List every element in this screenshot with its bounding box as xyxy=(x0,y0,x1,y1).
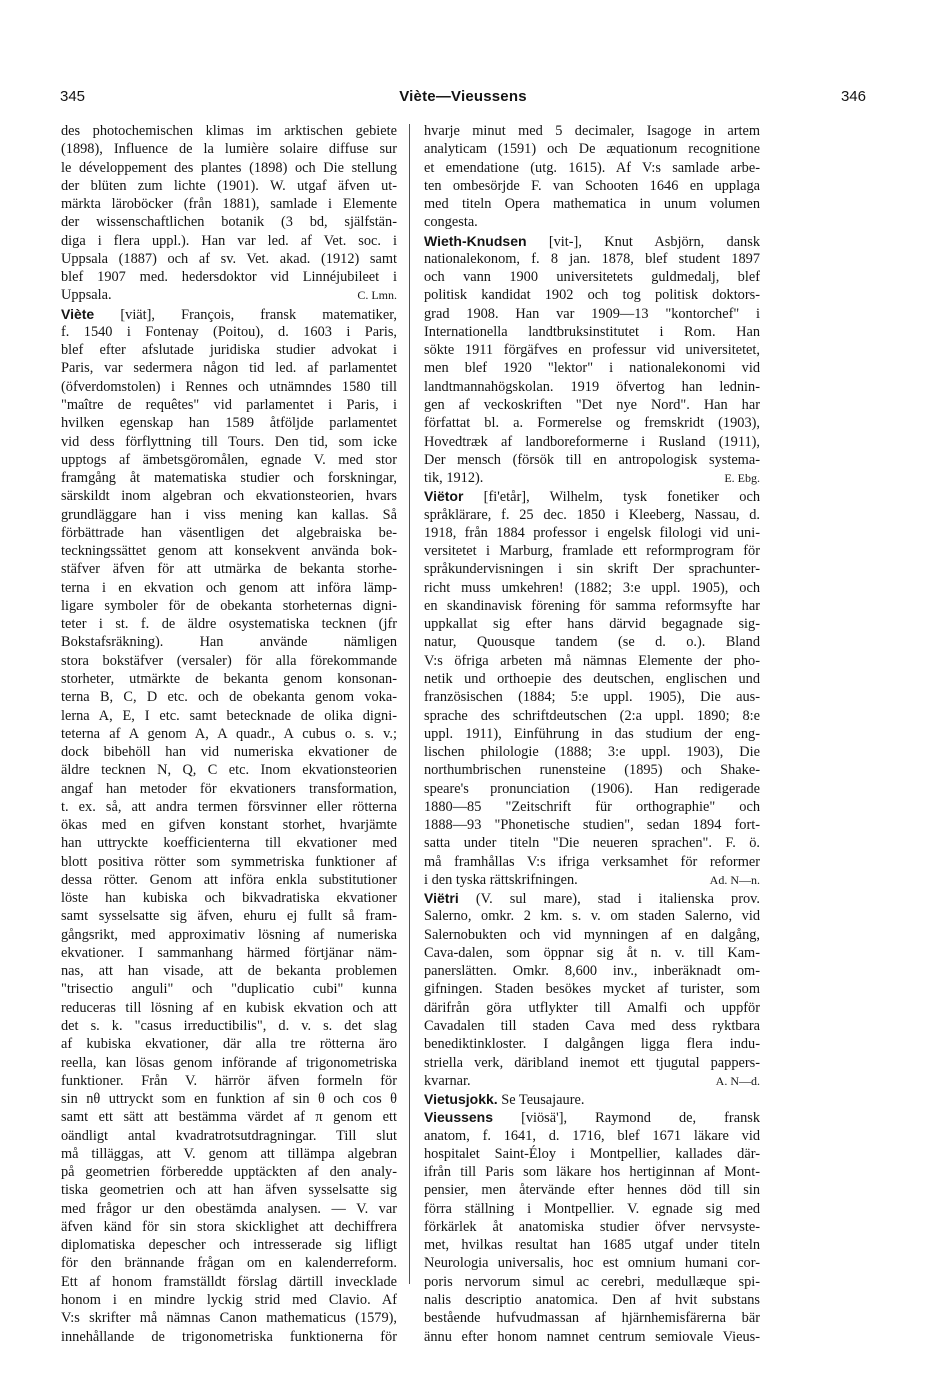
text-line: samt ett sätt att bestämma värdet af π genom ett xyxy=(61,1109,397,1126)
entry-headword: Viète xyxy=(61,305,95,322)
text-line: med frågor ur den obestämda analysen. — V. var xyxy=(61,1200,397,1217)
text-line: Cavadalen till staden Cava med dess ryktbara xyxy=(424,1018,760,1035)
text-line: nalis descriptio anatomica. Den af hvit substans xyxy=(424,1292,760,1308)
text-line: Cava-dalen, som öppnar sig åt n. v. till Kam- xyxy=(424,944,760,961)
text-line: sökte 1911 förgäfves en professur vid universitetet, xyxy=(424,342,760,359)
text-line: (öfverdomstolen) i Rennes och utnämndes 1580 till xyxy=(61,378,397,395)
text-line: uppl. 1911), Einführung in das studium der eng- xyxy=(424,725,760,742)
text-line: ten ombesörjde F. van Schooten 1646 en upplaga xyxy=(424,177,760,194)
text-line: "maître de requêtes" vid parlamentet i Paris, i xyxy=(61,396,397,413)
text-line: Neurologia universalis, hoc est omnium humani cor- xyxy=(424,1255,760,1272)
text-line: dessa rötter. Genom att införa enkla substitutioner xyxy=(61,871,397,888)
text-line: Uppsala (1887) och af sv. Vet. akad. (1912) samt xyxy=(61,250,397,267)
text-line: terna B, C, D etc. och de obekanta genom voka- xyxy=(61,689,397,706)
text-line: Salerno, omkr. 2 km. s. v. om staden Salerno, vid xyxy=(424,908,760,925)
text-line: Wieth-Knudsen [vit-], Knut Asbjörn, dansk xyxy=(424,232,760,250)
text-line: må framhållas V:s ifriga verksamhet för reformer xyxy=(424,853,760,870)
text-line: gifningen. Staden besökes mycket af turister, som xyxy=(424,981,760,998)
text-line: med titeln Opera mathematica in unum volumen xyxy=(424,196,760,213)
text-line: stora bokstäfver (versaler) för alla förekommande xyxy=(61,652,397,669)
text-line: ifrån till Paris som läkare hos hertiginnan af Mont- xyxy=(424,1164,760,1181)
entry-headword: Viëtri xyxy=(424,890,459,907)
text-line: därifrån göra utflykter till Amalfi och uppför xyxy=(424,999,760,1016)
text-line: samt sysselsatte sig äfven, ehuru ej fullt så fram- xyxy=(61,908,397,925)
text-line: der blüten zum lichte (1901). W. utgaf äfven ut- xyxy=(61,177,397,194)
text-line: teckningssättet genom att konsekvent använda bok- xyxy=(61,543,397,560)
text-line: gångsrikt, med approximativ lösning af numeriska xyxy=(61,926,397,943)
entry-headword: Wieth-Knudsen xyxy=(424,232,527,249)
author-signature: Ad. N—n. xyxy=(709,872,760,887)
text-line: lischen philologie (1888; 3:e uppl. 1903), Die xyxy=(424,744,760,761)
text-line: 1888—93 "Phonetische studien", sedan 1894 fort- xyxy=(424,817,760,834)
column-divider xyxy=(409,124,410,1284)
text-line: Paris, var sedermera någon tid led. af parlamentet xyxy=(61,360,397,377)
text-line: blott positiva rötter som symmetriska funktioner af xyxy=(61,853,397,870)
text-line: satta under titeln "Die neueren sprachen". F. ö. xyxy=(424,835,760,852)
text-line: lerna A, E, I etc. samt betecknade de olika digni- xyxy=(61,707,397,724)
text-line: V:s skrifter må nämnas Canon mathematicus (1579), xyxy=(61,1310,397,1327)
text-line: teter i st. f. de äldre osystematiska tecknen (jfr xyxy=(61,616,397,633)
author-signature: A. N—d. xyxy=(715,1073,760,1088)
text-line: språkundervisningen i sin skrift Der sprachunter- xyxy=(424,561,760,578)
text-line: striella verk, däribland inemot ett tjugutal pappers- xyxy=(424,1054,760,1071)
page-header xyxy=(60,88,866,114)
text-line: Internationella landtbruksinstitutet i Rom. Han xyxy=(424,323,760,340)
text-line: särskildt inom algebran och ekvationsteorien, hvars xyxy=(61,488,397,505)
text-line: sprache des schriftdeutschen (2:a uppl. 1890; 8:e xyxy=(424,707,760,724)
text-line: diga i flera uppl.). Han var led. af Vet. soc. i xyxy=(61,232,397,249)
text-line: anatom, f. 1641, d. 1716, blef 1671 läkare vid xyxy=(424,1127,760,1144)
text-line: framgång åt matematiska studier och forskningar, xyxy=(61,470,397,487)
text-line: förra ställning i Montpellier. V. egnade sig med xyxy=(424,1200,760,1217)
text-line: förbättrade han väsentligen det algebraiska be- xyxy=(61,524,397,541)
text-line: V:s öfriga arbeten må nämnas Elemente der pho- xyxy=(424,652,760,669)
text-line: französischen (1884; 5:e uppl. 1905), Die aus- xyxy=(424,689,760,706)
text-line: gen af veckoskriften "Det nye Nord". Han har xyxy=(424,396,760,413)
page-number-left: 345 xyxy=(60,88,86,105)
text-line: met, hvilkas resultat han 1685 utgaf under titeln xyxy=(424,1237,760,1254)
text-line: "trisectio anguli" och "duplicatio cubi" kunna xyxy=(61,981,397,998)
text-line: må tilläggas, att V. genom att tillämpa algebran xyxy=(61,1145,397,1162)
text-line: terna i en ekvation och genom att införa lämp- xyxy=(61,579,397,596)
text-line: han uttryckte koefficienterna till ekvationer med xyxy=(61,835,397,852)
text-line: dock bibehöll han vid numeriska ekvationer de xyxy=(61,744,397,761)
text-line: förkärlek åt anatomiska studier öfver nervsyste- xyxy=(424,1218,760,1235)
text-line: i den tyska rättskrifningen. Ad. N—n. xyxy=(424,871,760,888)
entry-headword: Viëtor xyxy=(424,488,464,505)
text-line: f. 1540 i Fontenay (Poitou), d. 1603 i Paris, xyxy=(61,323,397,340)
text-line: grad 1908. Han var 1909—13 "kontorchef" i xyxy=(424,305,760,322)
text-line: språklärare, f. 25 dec. 1850 i Kleeberg, Nassau, d. xyxy=(424,506,760,523)
text-line: angaf han metoder för ekvationers transformation, xyxy=(61,780,397,797)
text-line: märkta läroböcker (från 1881), samlade i Elemente xyxy=(61,196,397,213)
text-line: hvilken egenskap han 1589 åtföljde parlamentet xyxy=(61,415,397,432)
text-line: speare's pronunciation (1906). Han redigerade xyxy=(424,780,760,797)
text-line: af kubiska ekvationer, där alla tre rötterna äro xyxy=(61,1036,397,1053)
text-line: netik und orthoepie des deutschen, englischen und xyxy=(424,670,760,687)
text-line: för den brännande frågan om en kalenderreform. xyxy=(61,1255,397,1272)
text-line: teterna af A genom A, A quadr., A cubus o. s. v.; xyxy=(61,725,397,742)
text-line: Bokstafsräkning). Han använde nämligen xyxy=(61,634,397,651)
page-number-right: 346 xyxy=(840,88,866,105)
left-column xyxy=(61,122,397,1346)
text-line: men blef 1920 "lektor" i nationalekonomi vid xyxy=(424,360,760,377)
text-line: det s. k. "casus irreductibilis", d. v. s. det slag xyxy=(61,1018,397,1035)
text-line: versitetet i Marburg, framlade ett reformprogram för xyxy=(424,543,760,560)
entry-headword: Vieussens xyxy=(424,1109,494,1126)
text-line: författat bl. a. Formerelse og fremskridt (1903), xyxy=(424,415,760,432)
text-line: des photochemischen klimas im arktischen gebiete xyxy=(61,123,397,139)
text-line: oändligt antal kvadratrotsutdragningar. Till slut xyxy=(61,1127,397,1144)
text-line: upptogs af ämbetsgöromålen, egnade V. med stor xyxy=(61,451,397,468)
text-line: reella, kan lösas genom införande af trigonometriska xyxy=(61,1054,397,1071)
text-line: reduceras till lösning af en kubisk ekvation och att xyxy=(61,999,397,1016)
running-head: Viète—Vieussens xyxy=(399,88,527,105)
text-line: bestående hufvudmassan af hjärnhemisfärerna bär xyxy=(424,1310,760,1327)
text-line: Vietusjokk. Se Teusajaure. xyxy=(424,1091,585,1109)
text-line: t. ex. så, att andra termen försvinner eller rötterna xyxy=(61,798,397,815)
text-line: storheter, utmärkte de bekanta genom konsonan- xyxy=(61,670,397,687)
text-line: landtmannahögskolan. 1919 öfvertog han lednin- xyxy=(424,378,760,395)
text-line: uppkallat sig efter hans därvid begagnade sig- xyxy=(424,616,760,633)
author-signature: C. Lmn. xyxy=(357,288,397,303)
text-line: northumbrischen runensteine (1895) och Shake- xyxy=(424,762,760,779)
text-line: poris nervorum simul ac cerebri, medullæque spi- xyxy=(424,1273,760,1290)
text-line: Hovedtræk af landboreformerne i Rusland (1911), xyxy=(424,433,760,450)
text-line: blef efter afslutade juridiska studier advokat i xyxy=(61,342,397,359)
text-line: hospitalet Saint-Éloy i Montpellier, kallades där- xyxy=(424,1145,760,1162)
text-line: Ett af honom framställdt förslag därtill invecklade xyxy=(61,1273,397,1290)
text-line: Der mensch (försök till en antropologisk systema- xyxy=(424,451,760,468)
entry-headword: Vietusjokk. xyxy=(424,1091,498,1108)
text-line: tik, 1912). E. Ebg. xyxy=(424,470,760,487)
text-line: Uppsala. C. Lmn. xyxy=(61,287,397,304)
text-line: vid dess förflyttning till Tours. Den tid, som icke xyxy=(61,433,397,450)
text-line: Salernobukten och vid mynningen af en dalgång, xyxy=(424,926,760,943)
text-line: tiska geometrien och att han äfven sysselsatte sig xyxy=(61,1182,397,1199)
text-line: Vieussens [viösä'], Raymond de, fransk xyxy=(424,1109,760,1127)
text-line: congesta. xyxy=(424,214,478,231)
text-line: hvarje minut med 5 decimaler, Isagoge in artem xyxy=(424,123,760,139)
text-line: honom i en mindre lyckig strid med Clavio. Af xyxy=(61,1292,397,1308)
text-line: ekvationer. I sammanhang härmed förtjänar näm- xyxy=(61,944,397,961)
text-line: och vann 1900 universitetets guldmedalj, blef xyxy=(424,269,760,286)
text-line: diplomatiska depescher och intresserade sig lifligt xyxy=(61,1237,397,1254)
text-line: sin nθ uttryckt som en funktion af sin θ och cos θ xyxy=(61,1091,397,1108)
text-line: der wissenschaftlichen botanik (3 bd, själfstän- xyxy=(61,214,397,231)
text-line: innehållande de trigonometriska funktionerna för xyxy=(61,1328,397,1345)
text-line: ännu efter honom namnet centrum semiovale Vieus- xyxy=(424,1328,760,1345)
text-line: richt muss umkehren! (1882; 3:e uppl. 1905), och xyxy=(424,579,760,596)
text-line: nas, att han visade, att de bekanta problemen xyxy=(61,963,397,980)
text-line: politisk kandidat 1902 och tog politisk doktors- xyxy=(424,287,760,304)
text-line: et emendatione (utg. 1615). Af V:s samlade arbe- xyxy=(424,159,760,176)
text-line: stäfver äfven för att utmärka de bekanta storhe- xyxy=(61,561,397,578)
text-line: le développement des plantes (1898) och Die stellung xyxy=(61,159,397,176)
text-line: analyticam (1591) och De æquationum recognitione xyxy=(424,141,760,158)
text-line: grundläggare han i viss mening kan kallas. Så xyxy=(61,506,397,523)
right-column xyxy=(424,122,760,1346)
text-line: Viëtor [fi'etår], Wilhelm, tysk fonetiker och xyxy=(424,488,760,506)
text-line: Viëtri (V. sul mare), stad i italienska prov. xyxy=(424,890,760,908)
text-line: pensier, men återvände efter hennes död till sin xyxy=(424,1182,760,1199)
text-line: äfven känd för sin stora skicklighet att dechiffrera xyxy=(61,1218,397,1235)
text-line: kvarnar. A. N—d. xyxy=(424,1072,760,1089)
text-line: en skandinavisk förening för samma reformsyfte har xyxy=(424,597,760,614)
text-line: (1898), Influence de la lumière solaire diffuse sur xyxy=(61,141,397,158)
text-line: panerslätten. Omkr. 8,600 inv., inberäknadt om- xyxy=(424,963,760,980)
text-line: funktioner. Från V. härrör äfven formeln för xyxy=(61,1072,397,1089)
text-line: ökas med en gifven konstant storhet, hvarjämte xyxy=(61,817,397,834)
text-line: äldre tecknen N, Q, C etc. Inom ekvationsteorien xyxy=(61,762,397,779)
text-line: på geometrien förberedde upptäckten af den analy- xyxy=(61,1164,397,1181)
text-line: 1880—85 "Zeitschrift für orthographie" och xyxy=(424,798,760,815)
text-line: natur, Quousque tandem (se d. o.). Bland xyxy=(424,634,760,651)
author-signature: E. Ebg. xyxy=(724,471,760,486)
text-line: 1918, från 1884 professor i engelsk filologi vid uni- xyxy=(424,524,760,541)
text-line: ligare symboler för de obekanta storheternas digni- xyxy=(61,597,397,614)
text-line: Viète [viät], François, fransk matematiker, xyxy=(61,305,397,323)
text-line: blef 1907 med. hedersdoktor vid Linnéjubileet i xyxy=(61,269,397,286)
text-line: nationalekonom, f. 8 jan. 1878, blef student 1897 xyxy=(424,250,760,267)
text-line: benediktinkloster. I dalgången ligga flera indu- xyxy=(424,1036,760,1053)
text-line: löste han kubiska och bikvadratiska ekvationer xyxy=(61,890,397,907)
